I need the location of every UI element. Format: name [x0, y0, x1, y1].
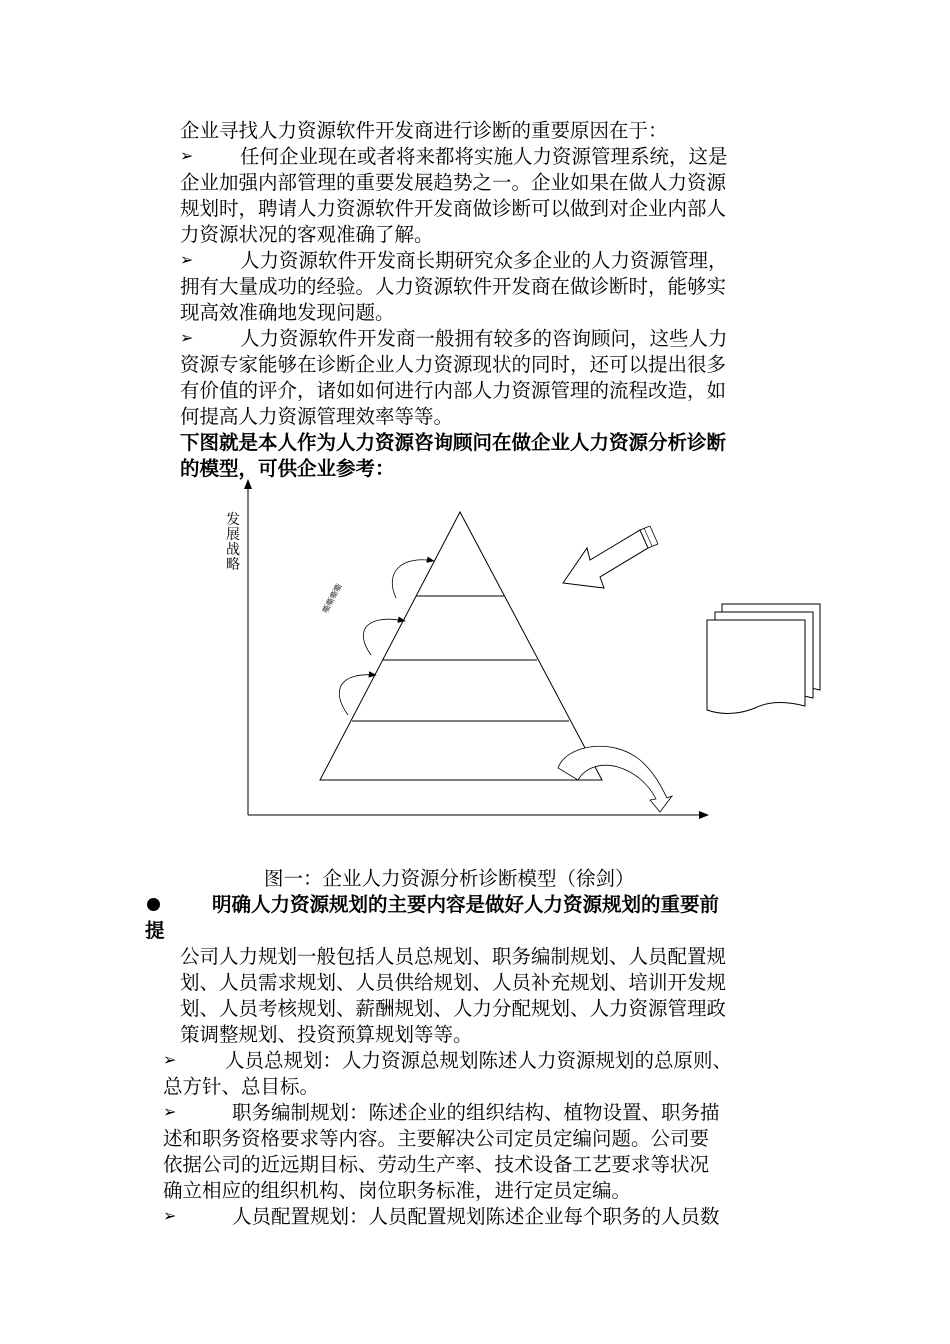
pyramid: [320, 512, 602, 780]
intro-text: 企业寻找人力资源软件开发商进行诊断的重要原因在于：: [180, 119, 668, 142]
reason-3-line-1: 人力资源软件开发商一般拥有较多的咨询顾问，这些人力: [240, 327, 728, 350]
plan-2-line-2: 述和职务资格要求等内容。主要解决公司定员定编问题。公司要: [163, 1127, 710, 1150]
section-para-line-2: 划、人员需求规划、人员供给规划、人员补充规划、培训开发规: [180, 971, 727, 994]
reason-1-line-2: 企业加强内部管理的重要发展趋势之一。企业如果在做人力资源: [180, 171, 727, 194]
diagram-side-label: 嘶嘶嘶嘶: [320, 582, 344, 615]
plan-3-line-1: 人员配置规划：人员配置规划陈述企业每个职务的人员数: [232, 1205, 720, 1228]
reason-2-line-3: 现高效准确地发现问题。: [180, 301, 395, 324]
curved-arrow: [392, 560, 434, 598]
arrow-bullet-icon: ➢: [163, 1102, 177, 1121]
arrow-bullet-icon: ➢: [163, 1050, 177, 1069]
documents-icon: [707, 604, 820, 714]
arrow-bullet-icon: ➢: [180, 146, 194, 165]
plan-2-line-4: 确立相应的组织机构、岗位职务标准，进行定员定编。: [163, 1179, 632, 1202]
reason-1-line-3: 规划时，聘请人力资源软件开发商做诊断可以做到对企业内部人: [180, 197, 727, 220]
section-para-line-1: 公司人力规划一般包括人员总规划、职务编制规划、人员配置规: [180, 945, 727, 968]
plan-1-line-2: 总方针、总目标。: [163, 1075, 320, 1098]
reason-1-line-4: 力资源状况的客观准确了解。: [180, 223, 434, 246]
section-heading-line-2: 提: [145, 919, 165, 942]
section-para-line-4: 策调整规划、投资预算规划等等。: [180, 1023, 473, 1046]
reason-1-line-1: 任何企业现在或者将来都将实施人力资源管理系统，这是: [240, 145, 728, 168]
curved-arrow: [363, 619, 405, 655]
block-arrow-icon: [563, 526, 658, 588]
plan-1-line-1: 人员总规划：人力资源总规划陈述人力资源规划的总原则、: [225, 1049, 733, 1072]
arrow-bullet-icon: ➢: [180, 328, 194, 347]
reason-2-line-2: 拥有大量成功的经验。人力资源软件开发商在做诊断时，能够实: [180, 275, 727, 298]
arrow-bullet-icon: ➢: [163, 1206, 177, 1225]
figure-caption: 图一：企业人力资源分析诊断模型（徐剑）: [264, 867, 635, 890]
y-axis-label: 发展战略: [226, 512, 240, 573]
bold-intro-line-2: 的模型，可供企业参考：: [180, 457, 395, 480]
reason-3-line-4: 何提高人力资源管理效率等等。: [180, 405, 454, 428]
bold-intro-line-1: 下图就是本人作为人力资源咨询顾问在做企业人力资源分析诊断: [180, 431, 727, 454]
section-para-line-3: 划、人员考核规划、薪酬规划、人力分配规划、人力资源管理政: [180, 997, 727, 1020]
plan-2-line-3: 依据公司的近远期目标、劳动生产率、技术设备工艺要求等状况: [163, 1153, 710, 1176]
reason-2-line-1: 人力资源软件开发商长期研究众多企业的人力资源管理，: [240, 249, 728, 272]
bullet-dot-icon: [147, 898, 160, 911]
arrow-bullet-icon: ➢: [180, 250, 194, 269]
reason-3-line-3: 有价值的评介，诸如如何进行内部人力资源管理的流程改造，如: [180, 379, 727, 402]
circular-arrow-icon: [558, 746, 672, 812]
plan-2-line-1: 职务编制规划：陈述企业的组织结构、植物设置、职务描: [232, 1101, 720, 1124]
section-heading-line-1: 明确人力资源规划的主要内容是做好人力资源规划的重要前: [212, 893, 720, 916]
reason-3-line-2: 资源专家能够在诊断企业人力资源现状的同时，还可以提出很多: [180, 353, 727, 376]
